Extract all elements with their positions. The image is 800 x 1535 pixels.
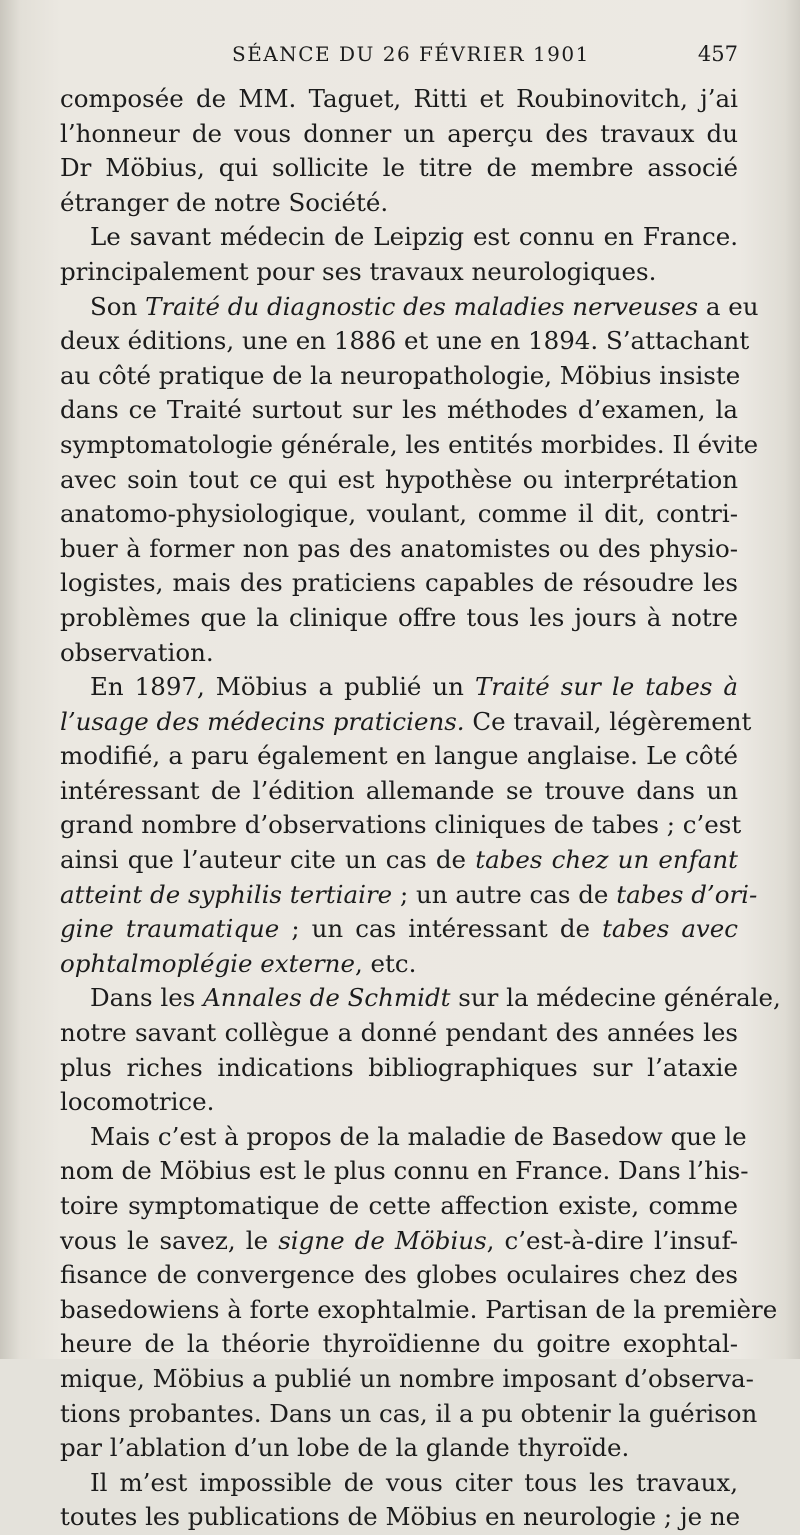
text-segment: plus riches indications bibliographiques sur l’ataxie	[60, 1052, 738, 1082]
text-line	[60, 739, 738, 774]
text-line	[60, 705, 752, 740]
italic-text: signe de Möbius	[278, 1225, 487, 1255]
text-segment: l’honneur de vous donner un aperçu des travaux du	[60, 118, 738, 148]
text-segment: En 1897, Möbius a publié un	[90, 672, 475, 702]
text-segment: , c’est-à-dire l’insuf-	[486, 1225, 739, 1255]
text-segment: symptomatologie générale, les entités morbides. Il évite	[60, 429, 759, 459]
page-number: 457	[697, 42, 738, 66]
text-line	[60, 497, 738, 532]
text-line	[60, 1085, 738, 1120]
text-line	[60, 1120, 747, 1155]
text-line	[60, 428, 759, 463]
text-line	[60, 981, 781, 1016]
text-line	[60, 1293, 778, 1328]
text-line	[60, 878, 758, 913]
text-line	[60, 1051, 738, 1086]
text-line	[60, 1466, 738, 1501]
text-segment: composée de MM. Taguet, Ritti et Roubinovitch, j’ai	[60, 84, 738, 113]
italic-text: tabes d’ori-	[616, 879, 758, 909]
text-line	[60, 359, 741, 394]
text-line	[60, 255, 738, 290]
text-segment: au côté pratique de la neuropathologie, Möbius insiste	[60, 360, 741, 390]
running-head: SÉANCE DU 26 FÉVRIER 1901	[232, 42, 590, 66]
text-line	[60, 947, 738, 982]
text-segment: dans ce Traité surtout sur les méthodes d’examen, la	[60, 395, 738, 425]
italic-text: atteint de syphilis tertiaire	[60, 879, 393, 909]
page-header	[60, 42, 740, 76]
text-line	[60, 186, 738, 221]
text-segment: heure de la théorie thyroïdienne du goitre exophtal-	[60, 1329, 738, 1359]
text-line	[60, 912, 738, 947]
text-segment: Dans les	[90, 983, 204, 1013]
text-line	[60, 774, 738, 809]
text-segment: intéressant de l’édition allemande se trouve dans un	[60, 775, 738, 805]
italic-text: gine traumatique	[60, 914, 280, 944]
text-segment: Ce travail, légèrement	[464, 706, 752, 736]
text-line	[60, 808, 742, 843]
italic-text: ophtalmoplégie externe	[60, 948, 355, 978]
text-segment: Son	[90, 291, 146, 321]
text-line	[60, 290, 759, 325]
text-line	[60, 1016, 738, 1051]
text-line	[60, 117, 738, 152]
text-segment: Le savant médecin de Leipzig est connu en France.	[90, 222, 738, 252]
text-segment: Dr Möbius, qui sollicite le titre de membre associé	[60, 153, 738, 183]
text-line	[60, 843, 738, 878]
text-line	[60, 1327, 738, 1362]
text-segment: grand nombre d’observations cliniques de tabes ; c’est	[60, 810, 742, 840]
text-segment: notre savant collègue a donné pendant des années les	[60, 1018, 738, 1048]
italic-text: tabes avec	[602, 914, 738, 944]
text-segment: ; un autre cas de	[392, 879, 617, 909]
text-segment: principalement pour ses travaux neurologiques.	[60, 256, 657, 286]
text-line	[60, 670, 738, 705]
text-line	[60, 566, 738, 601]
text-line	[60, 1431, 738, 1466]
text-segment: toire symptomatique de cette affection existe, comme	[60, 1191, 738, 1220]
text-segment: sur la médecine générale,	[450, 983, 781, 1013]
text-segment: a eu	[698, 291, 759, 321]
italic-text: Traité du diagnostic des maladies nerveuses	[145, 291, 699, 321]
text-segment: , etc.	[354, 948, 417, 978]
text-segment: logistes, mais des praticiens capables de résoudre les	[60, 568, 738, 598]
text-segment: fisance de convergence des globes oculaires chez des	[60, 1260, 738, 1290]
italic-text: Annales de Schmidt	[203, 983, 451, 1013]
text-segment: vous le savez, le	[60, 1225, 279, 1255]
text-line	[60, 1500, 741, 1535]
text-line	[60, 1224, 738, 1259]
text-segment: avec soin tout ce qui est hypothèse ou interprétation	[60, 464, 738, 494]
text-line	[60, 1258, 738, 1293]
text-segment: modifié, a paru également en langue anglaise. Le côté	[60, 741, 738, 771]
text-line	[60, 82, 738, 117]
text-segment: étranger de notre Société.	[60, 187, 389, 217]
text-line	[60, 636, 738, 671]
text-segment: locomotrice.	[60, 1087, 215, 1117]
text-segment: mique, Möbius a publié un nombre imposant d’observa-	[60, 1363, 754, 1393]
body-text	[60, 82, 781, 1535]
text-segment: problèmes que la clinique offre tous les jours à notre	[60, 602, 738, 632]
text-segment: ; un cas intéressant de	[279, 914, 603, 944]
text-line	[60, 324, 750, 359]
text-segment: observation.	[60, 637, 214, 667]
text-line	[60, 1154, 749, 1189]
italic-text: Traité sur le tabes à	[474, 672, 738, 702]
text-segment: ainsi que l’auteur cite un cas de	[60, 845, 476, 875]
text-segment: deux éditions, une en 1886 et une en 1894. S’attachant	[60, 326, 750, 356]
text-line	[60, 1362, 754, 1397]
text-segment: par l’ablation d’un lobe de la glande thyroïde.	[60, 1433, 630, 1463]
italic-text: tabes chez un enfant	[475, 845, 738, 875]
text-line	[60, 463, 738, 498]
text-segment: basedowiens à forte exophtalmie. Partisan de la première	[60, 1294, 778, 1324]
text-segment: anatomo-physiologique, voulant, comme il dit, contri-	[60, 499, 738, 529]
italic-text: l’usage des médecins praticiens.	[60, 706, 465, 736]
text-segment: Il m’est impossible de vous citer tous les travaux,	[90, 1467, 738, 1497]
text-segment: buer à former non pas des anatomistes ou des physio-	[60, 533, 738, 563]
text-line	[60, 220, 738, 255]
text-line	[60, 393, 738, 428]
text-line	[60, 1397, 758, 1432]
text-segment: nom de Möbius est le plus connu en France. Dans l’his-	[60, 1156, 749, 1186]
text-line	[60, 151, 738, 186]
text-segment: Mais c’est à propos de la maladie de Basedow que le	[90, 1121, 747, 1151]
text-line	[60, 532, 738, 567]
text-line	[60, 1189, 738, 1224]
text-line	[60, 601, 738, 636]
text-segment: tions probantes. Dans un cas, il a pu obtenir la guérison	[60, 1398, 758, 1428]
text-segment: toutes les publications de Möbius en neurologie ; je ne	[60, 1502, 741, 1532]
